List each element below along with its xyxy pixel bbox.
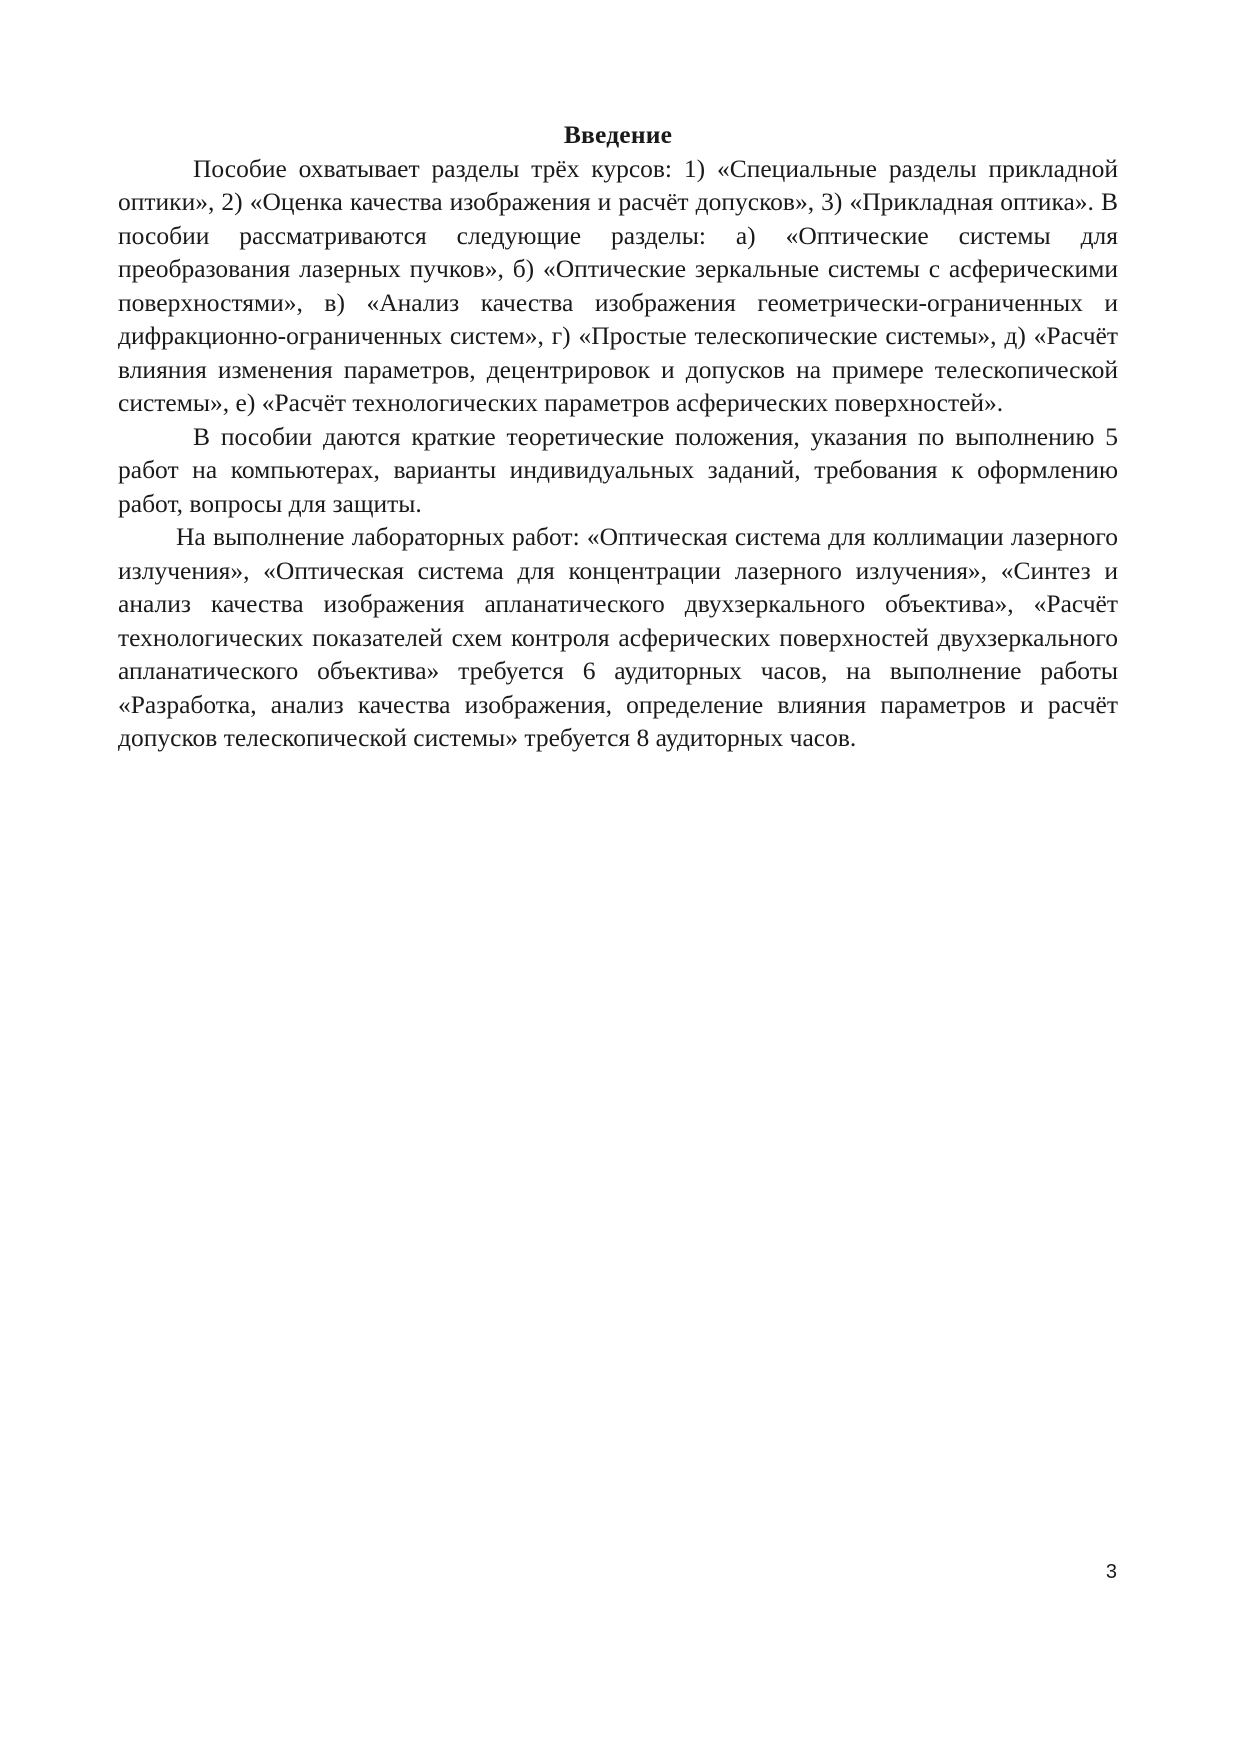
paragraph-contents-summary: В пособии даются краткие теоретические положения, указания по выполнению 5 работ на компьютерах, варианты индивидуальных заданий, требования к оформлению работ, вопросы для защиты. — [118, 421, 1118, 518]
page-content — [118, 118, 1118, 755]
paragraph-lab-hours: На выполнение лабораторных работ: «Оптическая система для коллимации лазерного излучения», «Оптическая система для концентрации лазерного излучения», «Синтез и анализ качества изображения апланатического двухзеркального объектива», «Расчёт технологических показателей схем контроля асферических поверхностей двухзеркального апланатического объектива» требуется 6 аудиторных часов, на выполнение работы «Разработка, анализ качества изображения, определение влияния параметров и расчёт допусков телескопической системы» требуется 8 аудиторных часов. — [118, 522, 1118, 752]
section-heading: Введение — [563, 120, 673, 149]
page-number: 3 — [1105, 1561, 1117, 1583]
paragraph-course-overview: Пособие охватывает разделы трёх курсов: 1) «Специальные разделы прикладной оптики», 2) «Оценка качества изображения и расчёт допусков», 3) «Прикладная оптика». В пособии рассматриваются следующие разделы: а) «Оптические системы для преобразования лазерных пучков», б) «Оптические зеркальные системы с асферическими поверхностями», в) «Анализ качества изображения геометрически-ограниченных и дифракционно-ограниченных систем», г) «Простые телескопические системы», д) «Расчёт влияния изменения параметров, децентрировок и допусков на примере телескопической системы», е) «Расчёт технологических параметров асферических поверхностей». — [118, 153, 1118, 417]
